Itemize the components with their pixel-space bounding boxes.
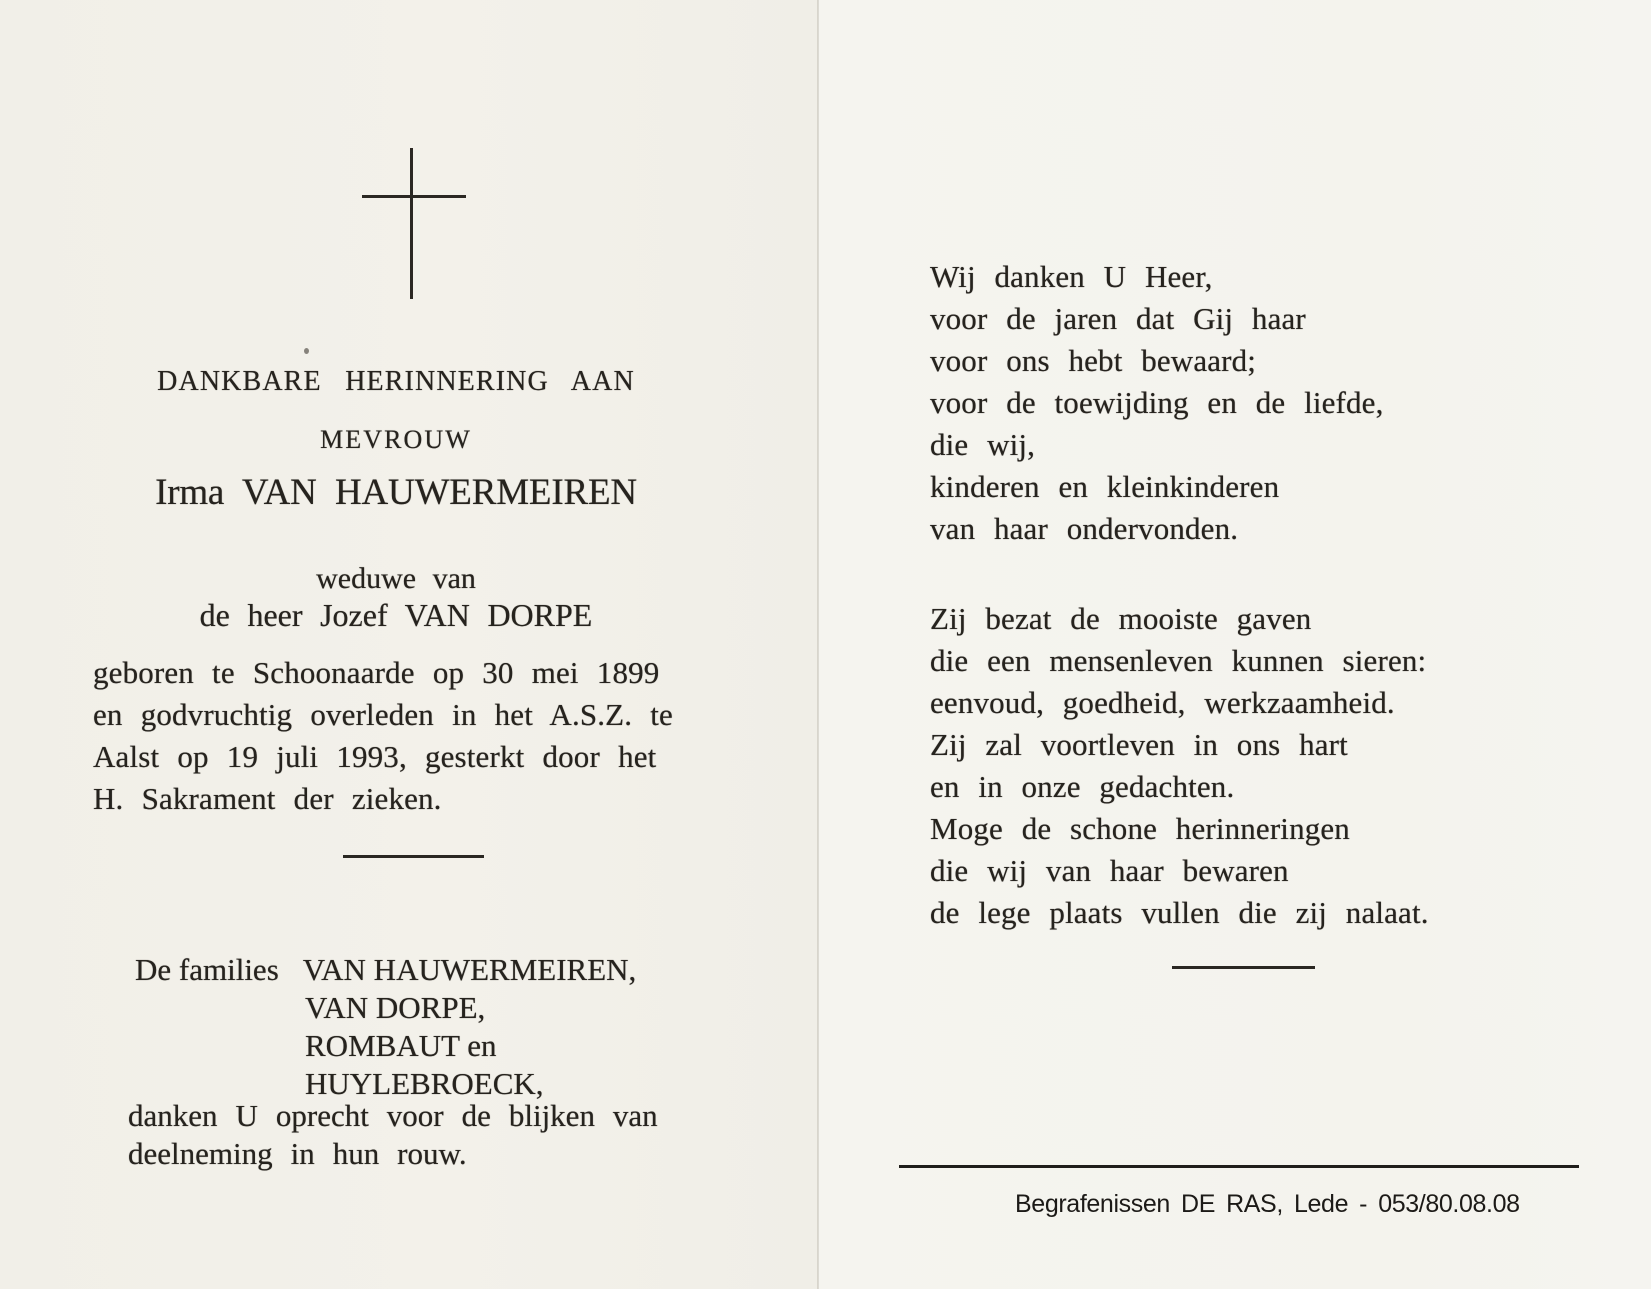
poem-line: die een mensenleven kunnen sieren: xyxy=(930,643,1427,678)
poem-line: Zij zal voortleven in ons hart xyxy=(930,727,1348,762)
bio-line: Aalst op 19 juli 1993, gesterkt door het xyxy=(93,739,657,774)
poem-line: voor de toewijding en de liefde, xyxy=(930,385,1384,420)
cross-icon xyxy=(362,195,466,198)
divider-line xyxy=(343,855,484,858)
poem-line: voor ons hebt bewaard; xyxy=(930,343,1257,378)
poem-line: voor de jaren dat Gij haar xyxy=(930,301,1306,336)
right-page xyxy=(818,0,1651,1289)
poem-stanza xyxy=(930,598,1429,934)
widow-of-line: weduwe van xyxy=(316,562,476,595)
thanks-line: deelneming in hun rouw. xyxy=(128,1136,467,1171)
ink-speck xyxy=(304,348,309,354)
bio-line: geboren te Schoonaarde op 30 mei 1899 xyxy=(93,655,660,690)
husband-name-line: de heer Jozef VAN DORPE xyxy=(199,597,593,633)
poem-stanza xyxy=(930,256,1429,550)
bio-line: en godvruchtig overleden in het A.S.Z. te xyxy=(93,697,673,732)
family-name: ROMBAUT en xyxy=(305,1028,497,1063)
bio-line: H. Sakrament der zieken. xyxy=(93,781,442,816)
funeral-home-credit: Begrafenissen DE RAS, Lede - 053/80.08.08 xyxy=(1015,1190,1520,1218)
poem-line: Zij bezat de mooiste gaven xyxy=(930,601,1312,636)
poem-line: van haar ondervonden. xyxy=(930,511,1239,546)
thanks-line: danken U oprecht voor de blijken van xyxy=(128,1098,658,1133)
poem-line: die wij van haar bewaren xyxy=(930,853,1289,888)
memorial-poem xyxy=(930,256,1429,934)
poem-line: eenvoud, goedheid, werkzaamheid. xyxy=(930,685,1395,720)
divider-line xyxy=(1172,966,1315,969)
poem-line: Wij danken U Heer, xyxy=(930,259,1213,294)
left-page xyxy=(0,0,818,1289)
dedication-header: DANKBARE HERINNERING AAN xyxy=(157,366,635,397)
family-name: HUYLEBROECK, xyxy=(305,1066,544,1101)
footer-rule xyxy=(899,1165,1579,1168)
honorific: MEVROUW xyxy=(320,425,472,454)
families-intro-line xyxy=(135,952,636,988)
poem-line: en in onze gedachten. xyxy=(930,769,1235,804)
family-name: VAN HAUWERMEIREN, xyxy=(302,952,637,987)
poem-line: Moge de schone herinneringen xyxy=(930,811,1350,846)
biography-paragraph xyxy=(93,652,753,820)
page-seam xyxy=(817,0,819,1289)
families-intro-text: De families xyxy=(135,952,279,987)
poem-line: de lege plaats vullen die zij nalaat. xyxy=(930,895,1429,930)
cross-icon xyxy=(410,148,413,299)
poem-line: kinderen en kleinkinderen xyxy=(930,469,1280,504)
family-name: VAN DORPE, xyxy=(305,990,486,1025)
deceased-name: Irma VAN HAUWERMEIREN xyxy=(155,472,637,513)
poem-line: die wij, xyxy=(930,427,1036,462)
